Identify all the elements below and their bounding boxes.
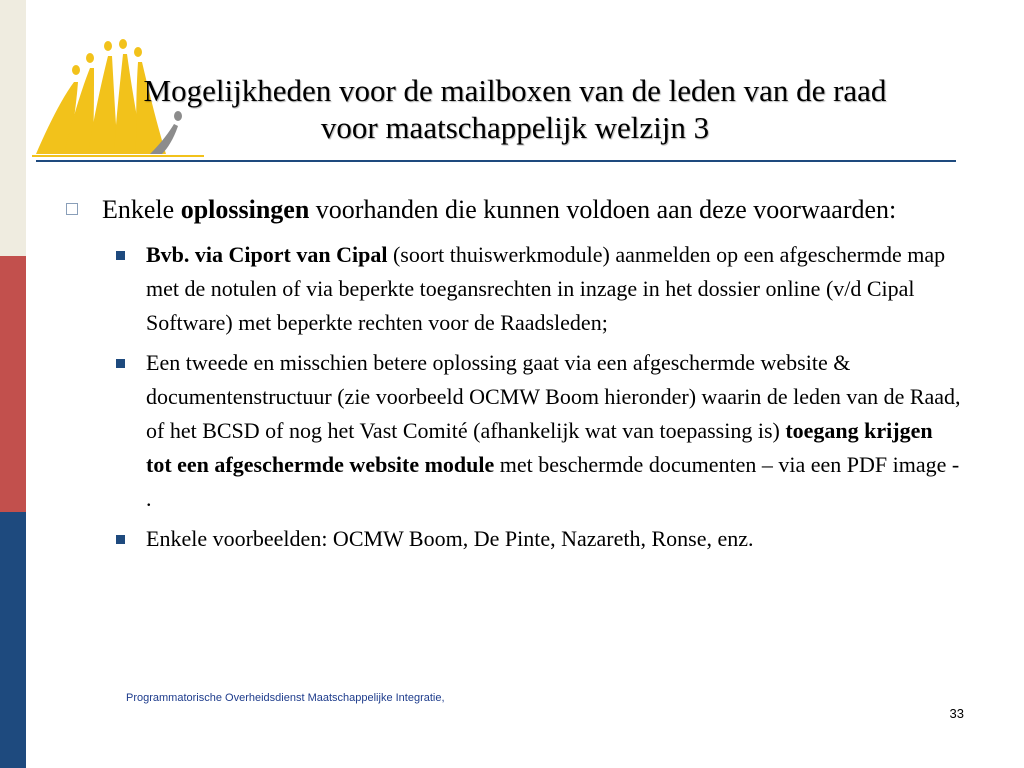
main-bullet xyxy=(62,192,962,228)
sub-bullet-2 xyxy=(62,346,962,516)
hollow-square-bullet-icon xyxy=(66,203,78,215)
footer-text: Programmatorische Overheidsdienst Maatschappelijke Integratie, xyxy=(126,692,445,704)
main-bullet-bold: oplossingen xyxy=(180,195,310,224)
filled-square-bullet-icon xyxy=(116,359,125,368)
page-number: 33 xyxy=(949,706,964,721)
sub-bullet-2-text-before: Een tweede en misschien betere oplossing gaat via een afgeschermde website & documentenstructuur (zie voorbeeld OCMW Boom hieronder) waarin de leden van de Raad, of het BCSD of nog het Vast Comité (afhankelijk wat van toepassing is) xyxy=(146,350,961,443)
sub-bullet-2-bold: toegang krijgen tot een afgeschermde website module xyxy=(146,418,933,477)
slide-content xyxy=(62,192,962,562)
title-rule xyxy=(36,160,956,162)
sub-bullet-1-text: (soort thuiswerkmodule) aanmelden op een afgeschermde map met de notulen of via beperkte toegansrechten in inzage in het dossier online (v/d Cipal Software) met beperkte rechten voor de Raadsleden; xyxy=(146,242,946,335)
left-band-red xyxy=(0,256,26,512)
main-bullet-text-after: voorhanden die kunnen voldoen aan deze voorwaarden: xyxy=(309,195,897,224)
sub-bullet-3 xyxy=(62,522,962,556)
title-line-1: Mogelijkheden voor de mailboxen van de leden van de raad xyxy=(143,73,887,108)
left-band-beige xyxy=(0,0,26,256)
sub-bullet-list xyxy=(62,238,962,556)
main-bullet-text-before: Enkele xyxy=(102,195,181,224)
filled-square-bullet-icon xyxy=(116,251,125,260)
slide-title xyxy=(70,72,960,146)
filled-square-bullet-icon xyxy=(116,535,125,544)
title-line-2: voor maatschappelijk welzijn 3 xyxy=(320,110,710,145)
sub-bullet-1-bold: Bvb. via Ciport van Cipal xyxy=(146,242,388,267)
sub-bullet-2-text-after: met beschermde documenten – via een PDF image - . xyxy=(146,452,960,511)
sub-bullet-3-text: Enkele voorbeelden: OCMW Boom, De Pinte, Nazareth, Ronse, enz. xyxy=(146,526,754,551)
sub-bullet-1 xyxy=(62,238,962,340)
left-band-blue xyxy=(0,512,26,768)
